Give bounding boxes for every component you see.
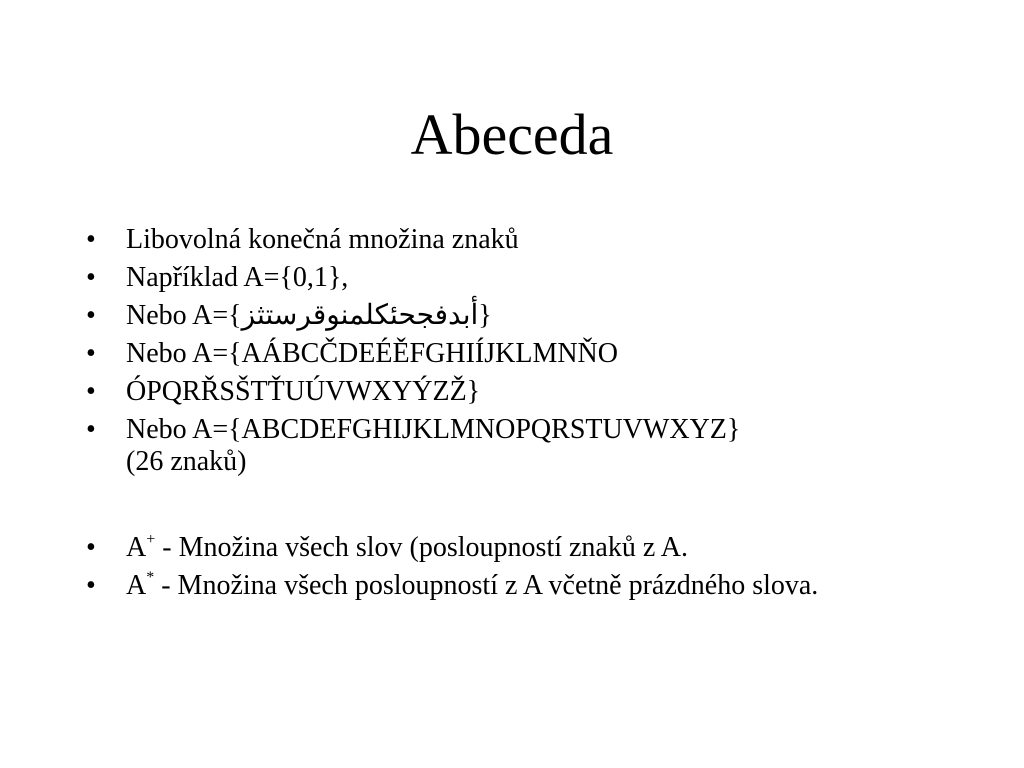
list-item [86,532,966,564]
bullet-list [86,224,966,608]
arabic-alphabet: أبدفجحئكلمنوقرستثز [241,300,479,331]
bullet-icon: • [86,376,96,407]
list-item [86,224,966,256]
symbol-base: A [126,570,147,601]
bullet-icon: • [86,570,96,601]
list-item [86,570,966,602]
bullet-icon: • [86,532,96,563]
item-text-line2: (26 znaků) [126,446,247,477]
bullet-icon: • [86,224,96,255]
item-text-line1: Nebo A={ABCDEFGHIJKLMNOPQRSTUVWXYZ} [126,414,741,445]
bullet-icon: • [86,338,96,369]
list-item [86,300,966,332]
symbol-superscript: + [146,530,156,548]
item-text: - Množina všech posloupností z A včetně prázdného slova. [154,570,819,601]
list-item [86,338,966,370]
bullet-icon: • [86,414,96,445]
item-text: Nebo A={AÁBCČDEÉĚFGHIÍJKLMNŇO [126,338,618,369]
bullet-icon: • [86,300,96,331]
item-text-suffix: } [478,300,492,331]
symbol-superscript: * [146,568,155,586]
item-text-prefix: Nebo A={ [126,300,242,331]
item-text: ÓPQRŘSŠTŤUÚVWXYÝZŽ} [126,376,481,407]
symbol-base: A [126,532,147,563]
item-text: Například A={0,1}, [126,262,349,293]
bullet-icon: • [86,262,96,293]
list-item [86,376,966,408]
item-text: - Množina všech slov (posloupností znaků z A. [155,532,688,563]
slide-title: Abeceda [410,102,614,167]
list-item [86,262,966,294]
item-text: Libovolná konečná množina znaků [126,224,519,255]
list-item [86,414,966,478]
